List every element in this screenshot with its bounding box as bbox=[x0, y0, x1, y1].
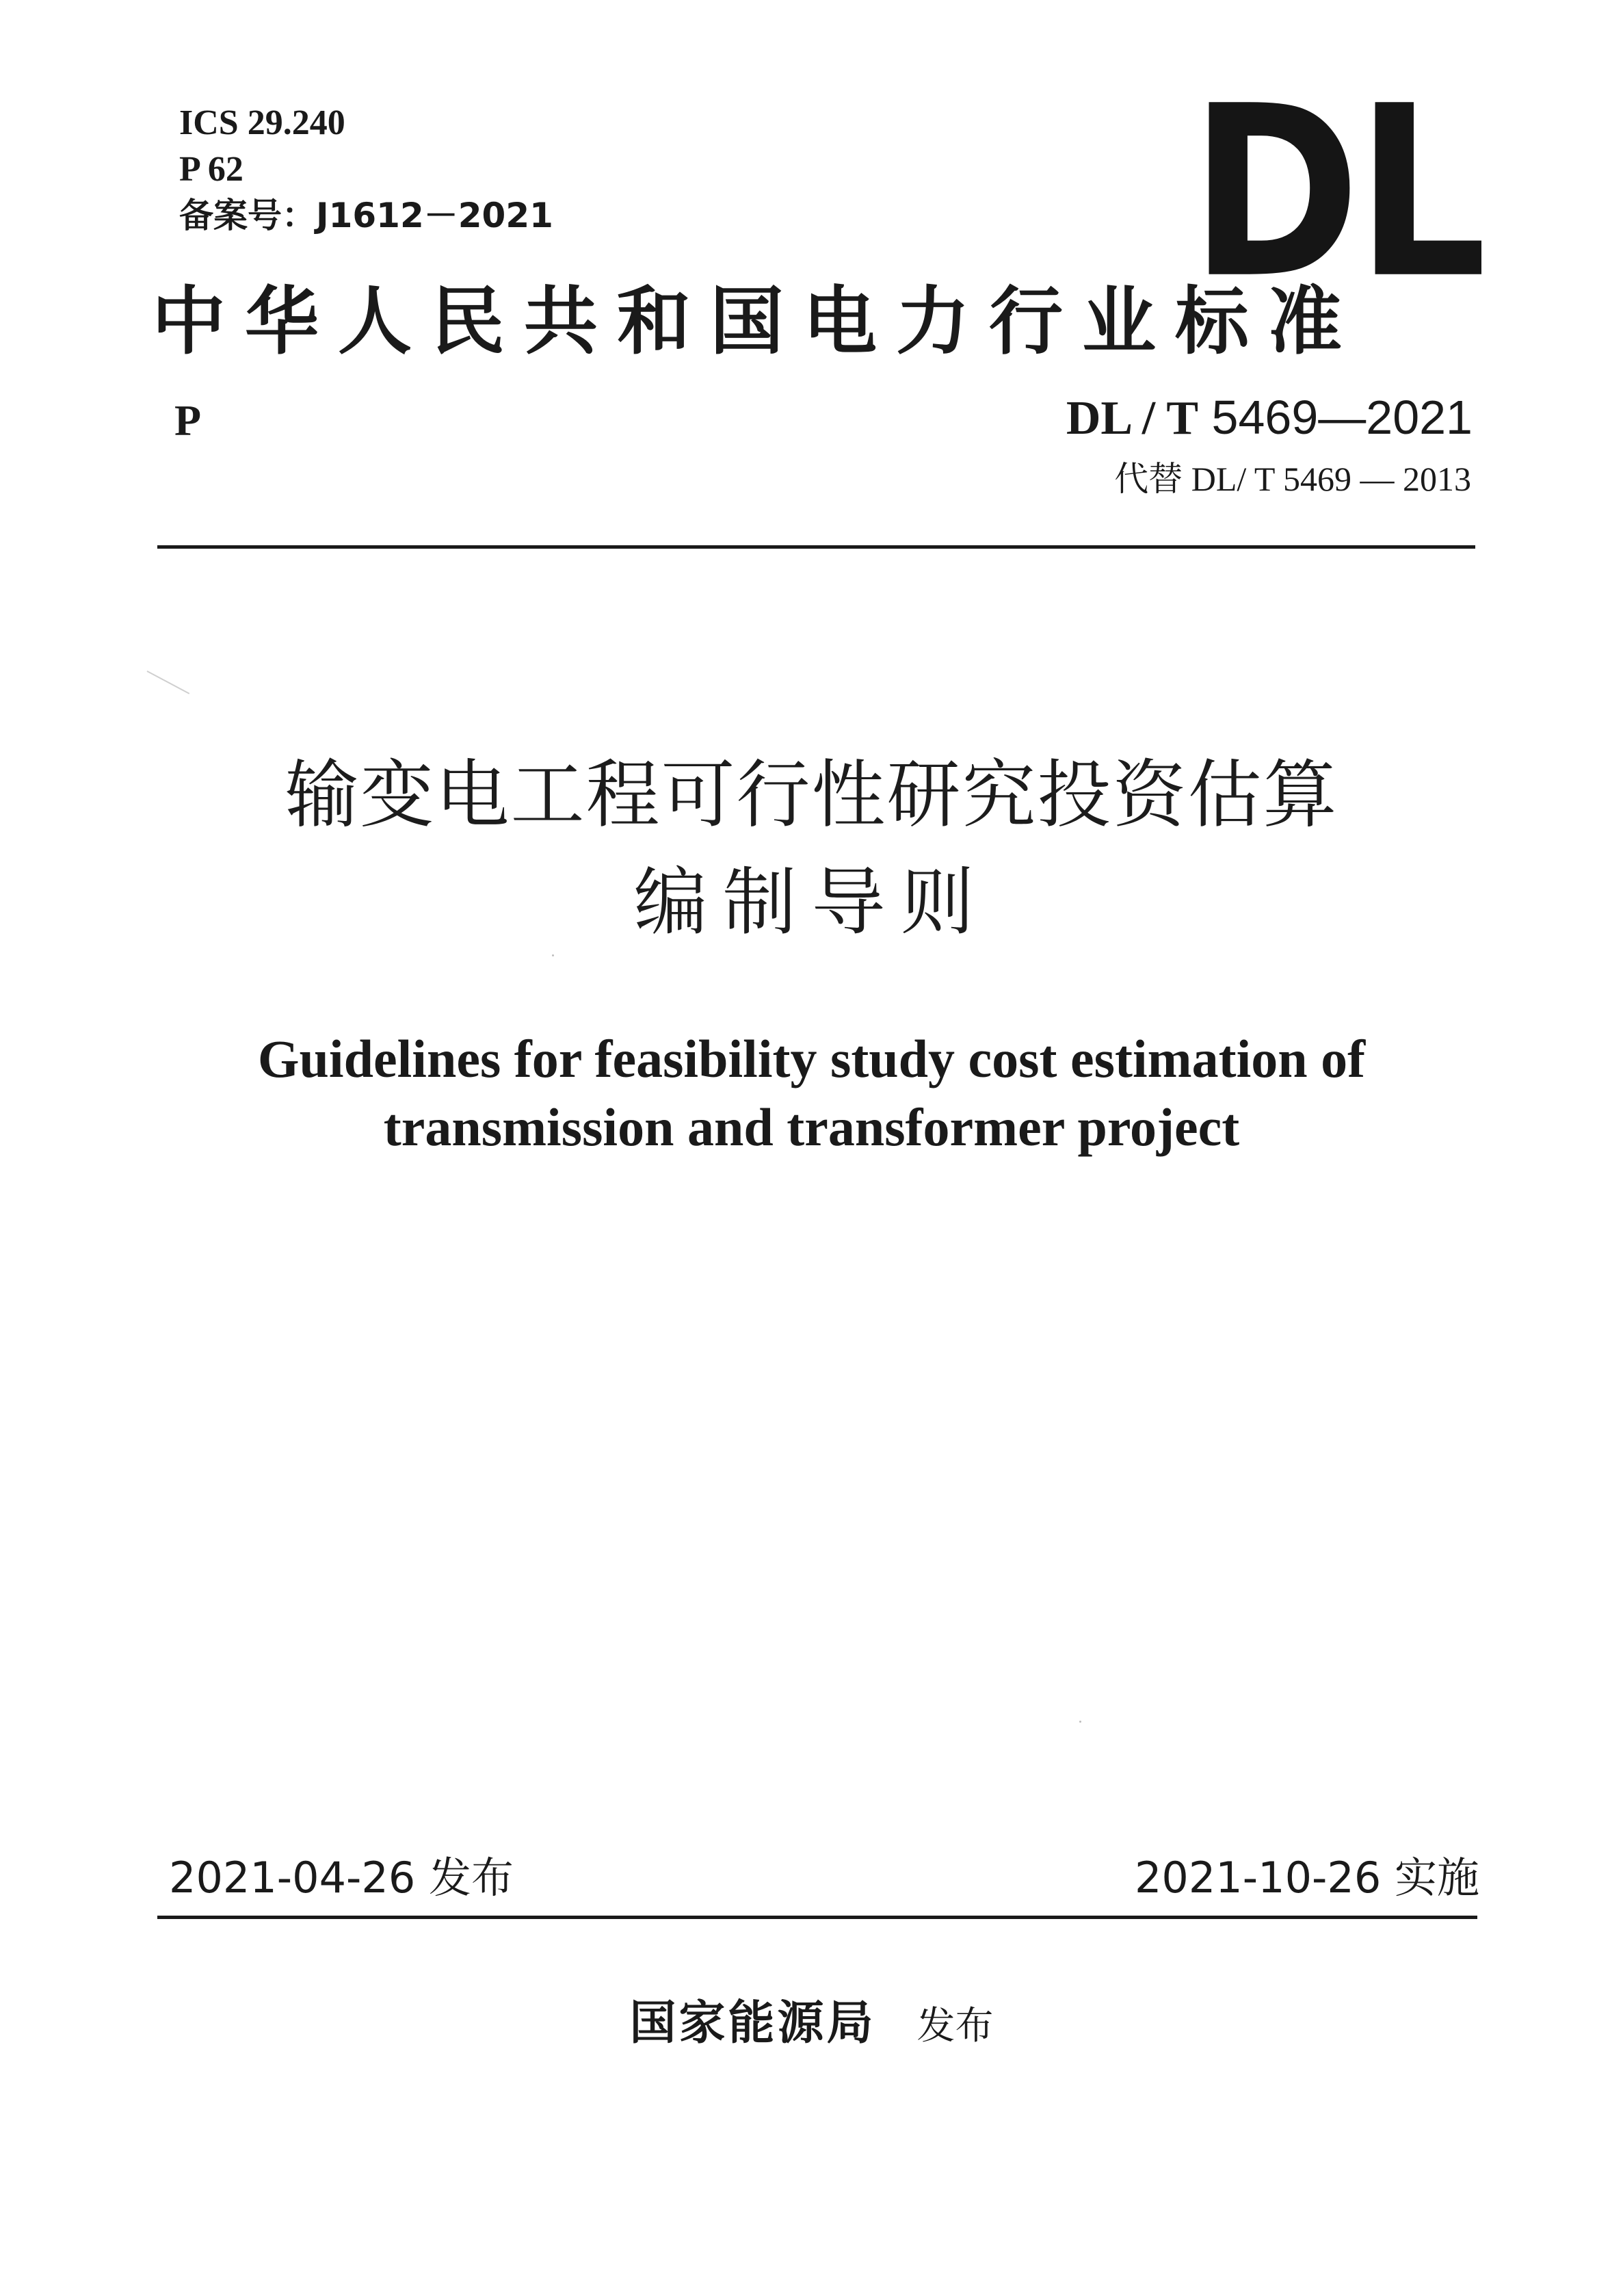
chinese-title-line-1: 输变电工程可行性研究投资估算 bbox=[285, 753, 1338, 838]
standard-type-heading: 中华人民共和国电力行业标准 bbox=[152, 278, 1362, 365]
chinese-title-line-2: 编制导则 bbox=[633, 860, 990, 945]
bottom-divider bbox=[157, 1916, 1477, 1919]
category-letter: P bbox=[174, 396, 202, 445]
replaces-standard: 代替 DL/ T 5469 — 2013 bbox=[1114, 460, 1471, 498]
implementation-date: 2021-10-26 实施 bbox=[1134, 1853, 1479, 1903]
scan-mark bbox=[147, 670, 190, 694]
scan-speck bbox=[1079, 1721, 1081, 1723]
scan-speck bbox=[552, 954, 554, 956]
english-title-line-2: transmission and transformer project bbox=[383, 1097, 1240, 1157]
top-divider bbox=[157, 545, 1475, 549]
publisher bbox=[0, 1992, 1623, 2066]
dl-logo: DL bbox=[1190, 55, 1483, 330]
standard-number-value: 5469—2021 bbox=[1198, 391, 1473, 444]
category-code: P 62 bbox=[179, 150, 243, 189]
publisher-verb: 发布 bbox=[916, 2004, 994, 2048]
ics-code: ICS 29.240 bbox=[179, 103, 345, 142]
standard-number bbox=[1066, 387, 1473, 449]
issue-date: 2021-04-26 发布 bbox=[169, 1853, 514, 1903]
english-title-line-1: Guidelines for feasibility study cost estimation of bbox=[257, 1029, 1366, 1088]
record-number: 备案号：J1612－2021 bbox=[179, 196, 553, 235]
standard-number-prefix: DL / T bbox=[1066, 392, 1199, 445]
publisher-name: 国家能源局 bbox=[629, 1996, 876, 2050]
